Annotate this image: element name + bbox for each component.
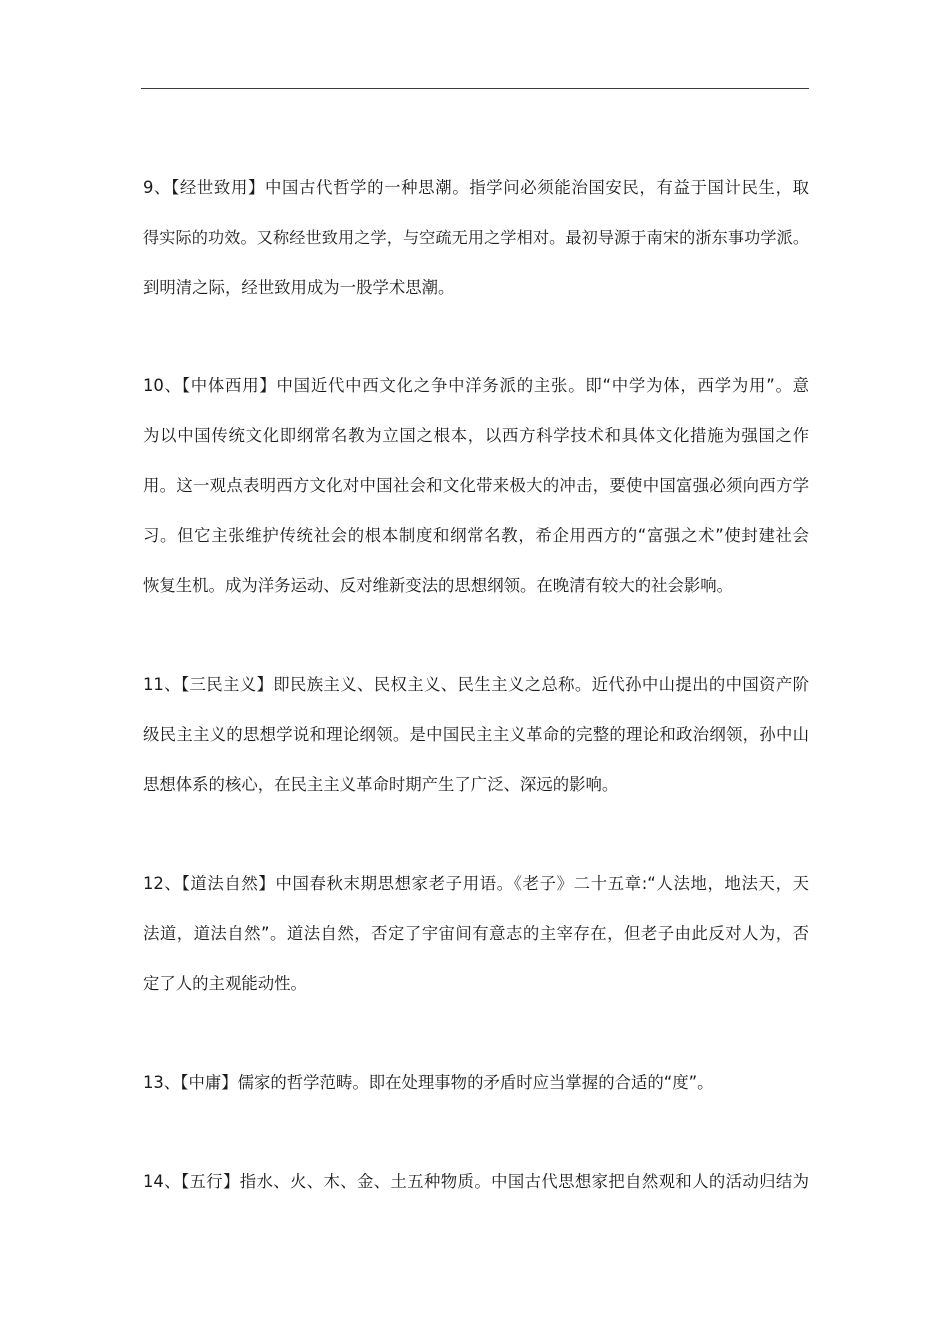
entry-line: 为以中国传统文化即纲常名教为立国之根本，以西方科学技术和具体文化措施为强国之作 bbox=[143, 426, 809, 445]
entry-line: 11、【三民主义】即民族主义、民权主义、民生主义之总称。近代孙中山提出的中国资产阶 bbox=[143, 675, 809, 694]
entry-line: 法道，道法自然”。道法自然，否定了宇宙间有意志的主宰存在，但老子由此反对人为，否 bbox=[143, 924, 809, 943]
entry-line: 思想体系的核心，在民主主义革命时期产生了广泛、深远的影响。 bbox=[143, 775, 619, 794]
entry-line: 习。但它主张维护传统社会的根本制度和纲常名教，希企用西方的“富强之术”使封建社会 bbox=[143, 526, 809, 545]
header-rule bbox=[141, 88, 809, 89]
entry-11 bbox=[143, 660, 809, 810]
entry-line: 定了人的主观能动性。 bbox=[143, 974, 307, 993]
entry-line: 级民主主义的思想学说和理论纲领。是中国民主主义革命的完整的理论和政治纲领，孙中山 bbox=[143, 725, 809, 744]
entry-9 bbox=[143, 163, 809, 313]
entry-10 bbox=[143, 361, 809, 611]
entry-line: 9、【经世致用】中国古代哲学的一种思潮。指学问必须能治国安民，有益于国计民生，取 bbox=[143, 178, 809, 197]
entry-line: 14、【五行】指水、火、木、金、土五种物质。中国古代思想家把自然观和人的活动归结为 bbox=[143, 1172, 809, 1191]
entry-line: 10、【中体西用】中国近代中西文化之争中洋务派的主张。即“中学为体，西学为用”。意 bbox=[143, 376, 809, 395]
entry-12 bbox=[143, 859, 809, 1009]
entry-line: 用。这一观点表明西方文化对中国社会和文化带来极大的冲击，要使中国富强必须向西方学 bbox=[143, 476, 809, 495]
entry-line: 恢复生机。成为洋务运动、反对维新变法的思想纲领。在晚清有较大的社会影响。 bbox=[143, 576, 734, 595]
entry-line: 得实际的功效。又称经世致用之学，与空疏无用之学相对。最初导源于南宋的浙东事功学派。 bbox=[143, 228, 809, 247]
entry-line: 到明清之际，经世致用成为一股学术思潮。 bbox=[143, 278, 455, 297]
entry-13 bbox=[143, 1058, 809, 1108]
entry-line: 13、【中庸】儒家的哲学范畴。即在处理事物的矛盾时应当掌握的合适的“度”。 bbox=[143, 1073, 714, 1092]
entry-14 bbox=[143, 1157, 809, 1207]
entry-line: 12、【道法自然】中国春秋末期思想家老子用语。《老子》二十五章:“人法地，地法天，天 bbox=[143, 874, 809, 893]
